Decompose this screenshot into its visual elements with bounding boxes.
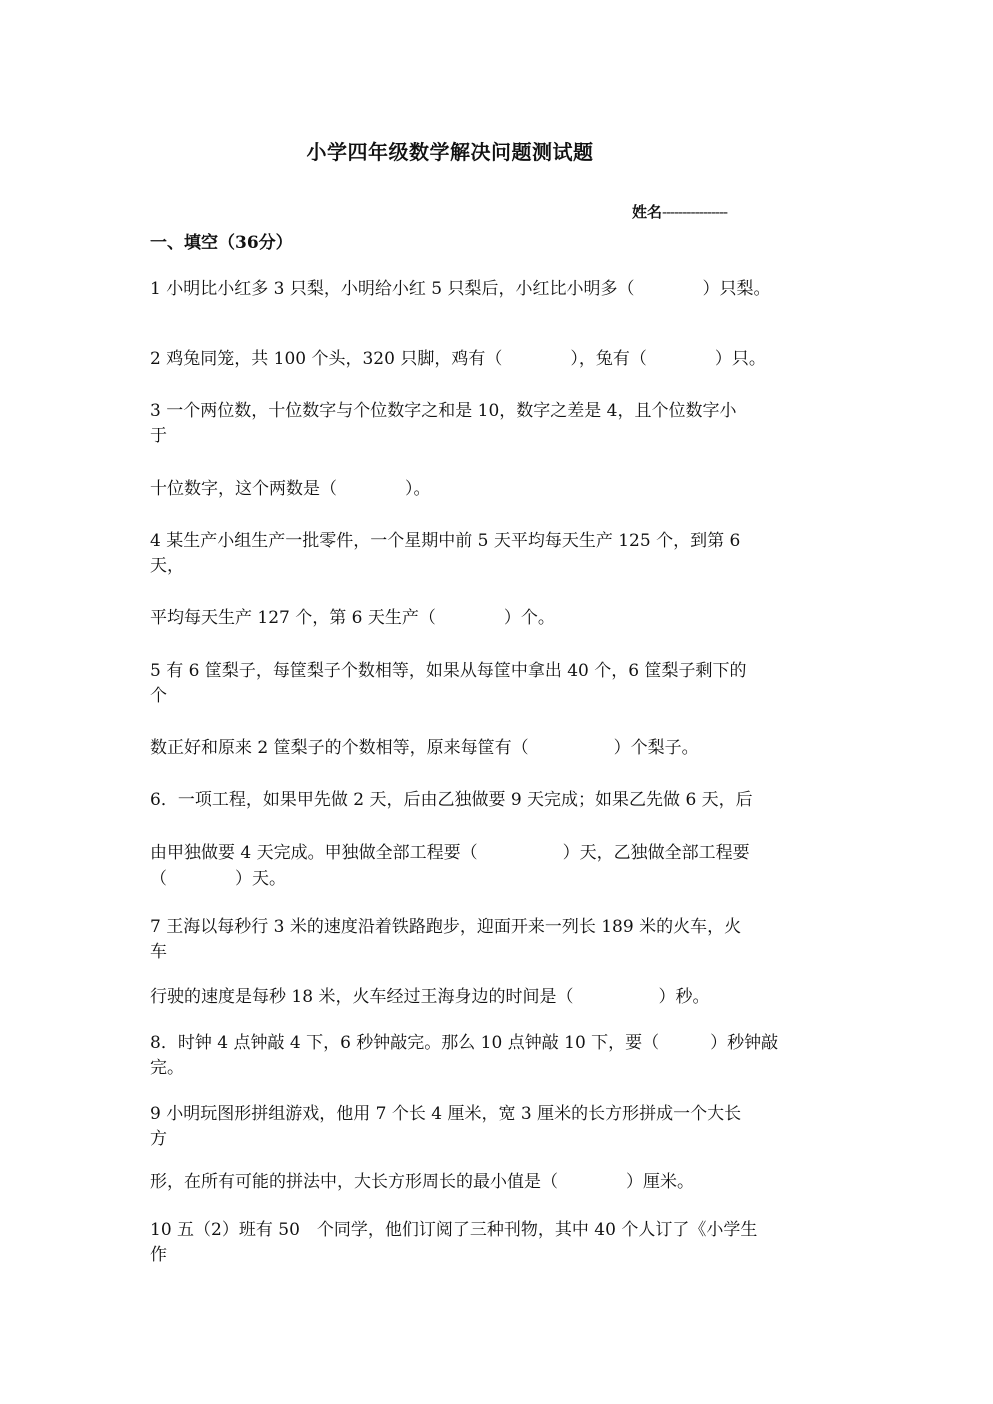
question-9-line-1: 9 小明玩图形拼组游戏，他用 7 个长 4 厘米，宽 3 厘米的长方形拼成一个大长 — [150, 1104, 742, 1124]
question-2-line-1: 2 鸡兔同笼，共 100 个头，320 只脚，鸡有（ ），兔有（ ）只。 — [150, 349, 766, 369]
page-title: 小学四年级数学解决问题测试题 — [306, 140, 594, 164]
question-6-line-1: 6．一项工程，如果甲先做 2 天，后由乙独做要 9 天完成；如果乙先做 6 天，后 — [150, 790, 753, 810]
question-7-line-2: 车 — [150, 942, 167, 962]
question-3-line-2: 于 — [150, 426, 167, 446]
question-4-line-3: 平均每天生产 127 个，第 6 天生产（ ）个。 — [150, 608, 555, 628]
question-4-line-2: 天， — [150, 556, 184, 576]
question-7-line-3: 行驶的速度是每秒 18 米，火车经过王海身边的时间是（ ）秒。 — [150, 987, 710, 1007]
question-6-line-3: （ ）天。 — [150, 869, 286, 889]
question-3-line-1: 3 一个两位数，十位数字与个位数字之和是 10，数字之差是 4，且个位数字小 — [150, 401, 737, 421]
question-5-line-2: 个 — [150, 686, 167, 706]
name-label: 姓名 — [632, 203, 663, 221]
name-blank-line: ---------------- — [662, 203, 728, 221]
question-6-line-2: 由甲独做要 4 天完成。甲独做全部工程要（ ）天，乙独做全部工程要 — [150, 843, 750, 863]
question-1-line-1: 1 小明比小红多 3 只梨，小明给小红 5 只梨后，小红比小明多（ ）只梨。 — [150, 279, 771, 299]
question-8-line-2: 完。 — [150, 1058, 184, 1078]
question-3-line-3: 十位数字，这个两数是（ ）。 — [150, 479, 431, 499]
question-10-line-1: 10 五（2）班有 50 个同学，他们订阅了三种刊物，其中 40 个人订了《小学生 — [150, 1220, 758, 1240]
question-9-line-2: 方 — [150, 1129, 167, 1149]
question-5-line-1: 5 有 6 筐梨子，每筐梨子个数相等，如果从每筐中拿出 40 个，6 筐梨子剩下的 — [150, 661, 747, 681]
question-9-line-3: 形，在所有可能的拼法中，大长方形周长的最小值是（ ）厘米。 — [150, 1172, 694, 1192]
question-4-line-1: 4 某生产小组生产一批零件，一个星期中前 5 天平均每天生产 125 个，到第 6 — [150, 531, 741, 551]
section-heading: 一、填空（36分） — [150, 233, 293, 253]
question-8-line-1: 8．时钟 4 点钟敲 4 下，6 秒钟敲完。那么 10 点钟敲 10 下，要（ ）秒钟敲 — [150, 1033, 779, 1053]
question-7-line-1: 7 王海以每秒行 3 米的速度沿着铁路跑步，迎面开来一列长 189 米的火车，火 — [150, 917, 742, 937]
question-10-line-2: 作 — [150, 1245, 167, 1265]
name-field — [632, 201, 727, 222]
question-5-line-3: 数正好和原来 2 筐梨子的个数相等，原来每筐有（ ）个梨子。 — [150, 738, 699, 758]
